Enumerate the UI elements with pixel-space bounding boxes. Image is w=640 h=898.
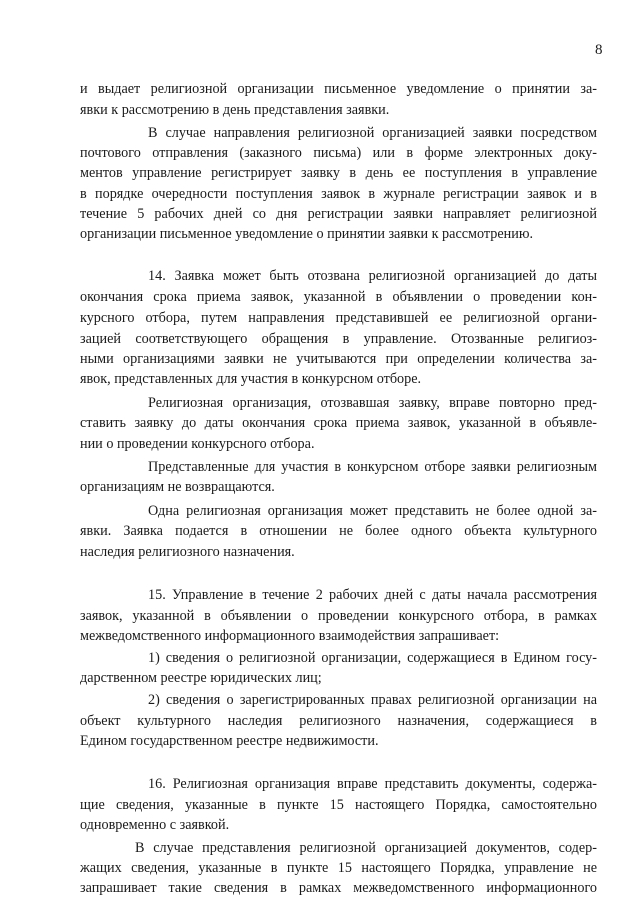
text-line: наследия религиозного назначения. — [80, 544, 295, 560]
text-line: объект культурного наследия религиозного назначения, содержащиеся в — [80, 713, 597, 729]
text-line: явки к рассмотрению в день представления заявки. — [80, 102, 390, 118]
text-line: Одна религиозная организация может представить не более одной за- — [148, 503, 597, 519]
text-line: курсного отбора, путем направления представившей ее религиозной органи- — [80, 310, 597, 326]
text-line: 15. Управление в течение 2 рабочих дней с даты начала рассмотрения — [148, 587, 597, 603]
text-line: ментов управление регистрирует заявку в день ее поступления в управление — [80, 165, 597, 181]
page-number: 8 — [595, 42, 603, 58]
text-line: заявок, указанной в объявлении о проведении конкурсного отбора, в рамках — [80, 608, 597, 624]
text-line: дарственном реестре юридических лиц; — [80, 670, 322, 686]
text-line: ставить заявку до даты окончания срока приема заявок, указанной в объявле- — [80, 415, 597, 431]
text-line: организациям не возвращаются. — [80, 479, 275, 495]
text-line: В случае направления религиозной организацией заявки посредством — [148, 125, 597, 141]
text-line: 2) сведения о зарегистрированных правах религиозной организации на — [148, 692, 597, 708]
text-line: Представленные для участия в конкурсном отборе заявки религиозным — [148, 459, 597, 475]
text-line: явки. Заявка подается в отношении не более одного объекта культурного — [80, 523, 597, 539]
text-line: 16. Религиозная организация вправе представить документы, содержа- — [148, 776, 597, 792]
text-line: почтового отправления (заказного письма) или в форме электронных доку- — [80, 145, 597, 161]
text-line: зацией соответствующего обращения в управление. Отозванные религиоз- — [80, 331, 597, 347]
text-line: явок, представленных для участия в конкурсном отборе. — [80, 371, 422, 387]
text-line: окончания срока приема заявок, указанной в объявлении о проведении кон- — [80, 289, 597, 305]
text-line: одновременно с заявкой. — [80, 817, 230, 833]
text-line: организации письменное уведомление о принятии заявки к рассмотрению. — [80, 226, 534, 242]
text-line: нии о проведении конкурсного отбора. — [80, 436, 315, 452]
text-line: 14. Заявка может быть отозвана религиозной организацией до даты — [148, 268, 597, 284]
text-line: в порядке очередности поступления заявок в журнале регистрации заявок и в — [80, 186, 597, 202]
text-line: течение 5 рабочих дней со дня регистрации заявки направляет религиозной — [80, 206, 597, 222]
text-line: жащих сведения, указанные в пункте 15 настоящего Порядка, управление не — [80, 860, 597, 876]
text-line: щие сведения, указанные в пункте 15 настоящего Порядка, самостоятельно — [80, 797, 597, 813]
text-line: запрашивает такие сведения в рамках межведомственного информационного — [80, 880, 597, 896]
text-line: и выдает религиозной организации письменное уведомление о принятии за- — [80, 81, 597, 97]
text-line: межведомственного информационного взаимодействия запрашивает: — [80, 628, 500, 644]
text-line: 1) сведения о религиозной организации, содержащиеся в Едином госу- — [148, 650, 597, 666]
text-line: Едином государственном реестре недвижимости. — [80, 733, 379, 749]
text-line: В случае представления религиозной организацией документов, содер- — [135, 840, 597, 856]
text-line: ными организациями заявки не учитываются при определении количества за- — [80, 351, 597, 367]
text-line: Религиозная организация, отозвавшая заявку, вправе повторно пред- — [148, 395, 597, 411]
